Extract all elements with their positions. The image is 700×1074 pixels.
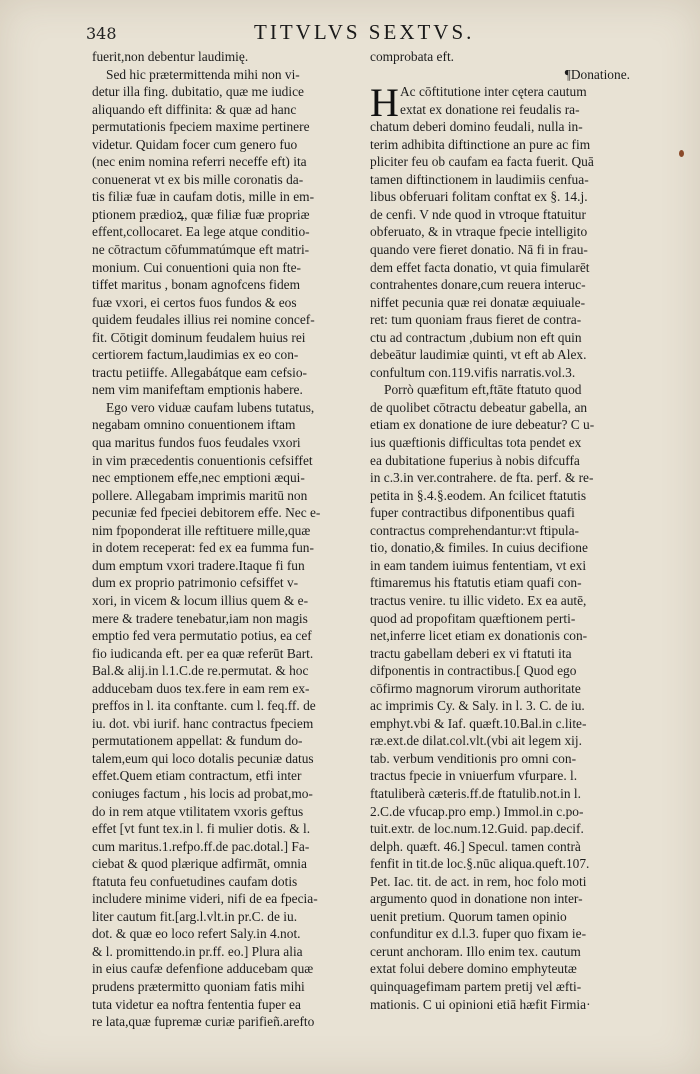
- text-line: terim adhibita diftinctione an pure ac fim: [370, 136, 591, 152]
- right-column: [370, 48, 632, 1013]
- text-line: nec emptionem effe,nec emptioni æqui-: [92, 470, 305, 486]
- page-number: 348: [86, 24, 117, 43]
- text-line: fio iudicanda eft. per ea quæ referūt Bart.: [92, 645, 314, 661]
- text-line: in eam tandem iuimus fententiam, vt exi: [370, 557, 587, 573]
- text-line: tab. verbum venditionis pro omni con-: [370, 750, 577, 766]
- text-line: niffet pecunia quæ rei donatæ æquiuale-: [370, 294, 586, 310]
- text-line: permutationis fpeciem maxime pertinere: [92, 119, 310, 135]
- text-line: detur illa fing. dubitatio, quæ me iudice: [92, 84, 304, 100]
- text-line: re lata,quæ fupremæ curiæ parifieñ.arefto: [92, 1014, 315, 1030]
- drop-cap-block: [370, 80, 632, 126]
- text-line: fuerit,non debentur laudimię.: [92, 49, 249, 64]
- text-line: adducebam duos tex.fere in eam rem ex-: [92, 680, 310, 696]
- text-line: preffos in l. ita conftante. cum l. feq.ff. de: [92, 698, 316, 714]
- text-line: libus obferuari folitam conftat ex §. 14.j.: [370, 189, 588, 205]
- text-line: nim fpoponderat ille reftituere mille,quæ: [92, 522, 311, 538]
- text-line: tis filiæ fuæ in caufam dotis, mille in em-: [92, 189, 315, 205]
- text-line: prudens prætermitto quoniam fatis mihi: [92, 978, 305, 994]
- text-line: ftimaremus his ftatutis etiam quafi con-: [370, 575, 582, 591]
- text-line: tractu petiiffe. Allegabátque eam cefsio-: [92, 364, 308, 380]
- text-line: tuit.extr. de loc.num.12.Guid. pap.decif.: [370, 821, 584, 837]
- text-line: tractus fpecie in vniuerfum vfurpare. l.: [370, 768, 578, 784]
- text-line: mere & tradere tenebatur,iam non magis: [92, 610, 308, 626]
- text-line: comprobata eft.: [370, 49, 455, 64]
- text-line: talem,eum qui loco dotalis pecuniæ datus: [92, 750, 314, 766]
- text-line: tamen diftinctionem in laudimiis cenfua-: [370, 171, 589, 187]
- text-line: tuta videtur ea noftra fententia fuper ea: [92, 996, 301, 1012]
- text-line: contrahentes donare,cum reuera interuc-: [370, 277, 586, 293]
- text-line: ftatuta feu confuetudines caufam dotis: [92, 873, 298, 889]
- text-line: net,inferre licet etiam ex donationis con-: [370, 628, 588, 644]
- text-line: do in rem atque vtilitatem vxoris geftus: [92, 803, 304, 819]
- text-line: (nec enim nomina referri neceffe eft) ita: [92, 154, 307, 170]
- text-line: tiffet maritus , bonam agnofcens fidem: [92, 277, 300, 293]
- text-line: Sed hic prætermittenda mihi non vi-: [106, 66, 300, 82]
- text-line: ræ.ext.de dilat.col.vlt.(vbi ait legem xij.: [370, 733, 582, 749]
- text-line: quinquagefimam partem pretij vel æfti-: [370, 978, 582, 994]
- running-title: TITVLVS SEXTVS.: [254, 20, 475, 44]
- text-line: fuæ vxori, ei certos fuos fundos & eos: [92, 294, 297, 310]
- text-line: delph. quæft. 46.] Specul. tamen contrà: [370, 838, 581, 854]
- text-line: cōfirmo magnorum virorum authoritate: [370, 680, 581, 696]
- text-line: videtur. Quidam focer cum genero fuo: [92, 136, 298, 152]
- text-line: qua maritus fundos fuos feudales vxori: [92, 435, 301, 451]
- text-line: nem vim manifeftam emptionis habere.: [92, 382, 303, 398]
- text-line: emptio fed vera permutatio potius, ea cef: [92, 628, 312, 644]
- text-line: difponentis in contractibus.[ Quod ego: [370, 663, 577, 679]
- text-line: xori, in vicem & locum illius quem & e-: [92, 592, 309, 608]
- text-line: quod ad propofitam quæftionem perti-: [370, 610, 576, 626]
- text-line: de quolibet cōtractu debeatur gabella, an: [370, 399, 588, 415]
- text-line: confultum con.119.vifis narratis.vol.3.: [370, 364, 576, 380]
- text-line: Pet. Iac. tit. de act. in rem, hoc folo moti: [370, 873, 587, 889]
- text-line: Bal.& alij.in l.1.C.de re.permutat. & hoc: [92, 663, 309, 679]
- text-line: ptionem prædioꝝ, quæ filiæ fuæ propriæ: [92, 206, 310, 222]
- text-line: chatum deberi domino feudali, nulla in-: [370, 119, 583, 135]
- text-line: Porrò quæfitum eft,ftāte ftatuto quod: [384, 382, 582, 398]
- text-line: in dotem receperat: fed ex ea fumma fun-: [92, 540, 314, 556]
- text-line: etiam ex donatione de iure debeatur? C u-: [370, 417, 595, 433]
- text-line: 2.C.de vfucap.pro emp.) Immol.in c.po-: [370, 803, 584, 819]
- text-line: liter cautum fit.[arg.l.vlt.in pr.C. de iu.: [92, 908, 298, 924]
- left-column: [92, 48, 354, 1031]
- text-line: tractu gabellam deberi ex vi ftatuti ita: [370, 645, 572, 661]
- text-line: includere minime videri, nifi de ea fpecia-: [92, 891, 318, 907]
- text-line: coniuges factum , his locis ad probat,mo-: [92, 785, 313, 801]
- text-line: extat ex donatione rei feudalis ra-: [400, 101, 580, 117]
- drop-cap-initial: H: [370, 80, 399, 126]
- section-heading: ¶Donatione.: [564, 66, 630, 82]
- text-line: ac imprimis Cy. & Saly. in l. 3. C. de iu.: [370, 698, 585, 714]
- text-line: argumento quod in donatione non inter-: [370, 891, 583, 907]
- text-line: quando vere fieret donatio. Nā fi in frau-: [370, 242, 588, 258]
- text-line: effet [vt funt tex.in l. fi mulier dotis. & l.: [92, 821, 311, 837]
- text-line: conuenerat vt ex bis mille coronatis da-: [92, 171, 304, 187]
- text-line: obferuato, & in vtraque fpecie intelligito: [370, 224, 588, 240]
- page-header: [86, 18, 656, 48]
- text-line: fit. Cōtigit dominum feudalem huius rei: [92, 329, 306, 345]
- text-line: contractus comprehendantur:vt ftipula-: [370, 522, 579, 538]
- text-line: ciebat & quod plærique adfirmāt, omnia: [92, 856, 307, 872]
- text-line: effent,collocaret. Ea lege atque conditio-: [92, 224, 310, 240]
- text-line: ea dubitatione fuperius à nobis difcuffa: [370, 452, 580, 468]
- text-line: quidem feudales illius rei nomine concef-: [92, 312, 315, 328]
- text-line: iu. dot. vbi iurif. hanc contractus fpeciem: [92, 715, 314, 731]
- text-line: uenit pretium. Quorum tamen opinio: [370, 908, 567, 924]
- text-line: Ego vero viduæ caufam lubens tutatus,: [106, 399, 315, 415]
- text-line: de cenfi. V nde quod in vtroque ftatuitur: [370, 206, 586, 222]
- text-line: tio, donatio,& fimiles. In cuius decifione: [370, 540, 588, 556]
- text-line: & l. promittendo.in pr.ff. eo.] Plura alia: [92, 943, 303, 959]
- text-line: confunditur ex d.l.3. fuper quo fixam ie-: [370, 926, 587, 942]
- text-line: dem effet facta donatio, vt quia fimularēt: [370, 259, 590, 275]
- text-line: petita in §.4.§.eodem. An fcilicet ftatutis: [370, 487, 587, 503]
- text-line: ctu ad contractum ,dubium non eft quin: [370, 329, 582, 345]
- text-line: ius quæftionis difficultas tota pendet ex: [370, 435, 582, 451]
- text-line: fenfit in tit.de loc.§.nūc aliqua.queft.107.: [370, 856, 590, 872]
- text-line: cerunt anchoram. Illo enim tex. cautum: [370, 943, 581, 959]
- text-line: cum maritus.1.refpo.ff.de pac.dotal.] Fa-: [92, 838, 310, 854]
- text-line: mationis. C ui opinioni etiā hæfit Firmia·: [370, 996, 591, 1012]
- ink-spot: [679, 150, 684, 157]
- text-line: permutationem appellat: & fundum do-: [92, 733, 303, 749]
- text-line: negabam omnino conuentionem iftam: [92, 417, 296, 433]
- text-line: Ac cōftitutione inter cętera cautum: [400, 84, 587, 100]
- text-line: dum emptum vxori tradere.Itaque fi fun: [92, 557, 305, 573]
- text-line: pecuniæ fed fpeciei debitorem effe. Nec e-: [92, 505, 321, 521]
- text-line: extat folui debere domino emphyteutæ: [370, 961, 577, 977]
- text-line: tractus venire. tu illic videto. Ex ea autē,: [370, 592, 587, 608]
- text-line: dum ex proprio patrimonio cefsiffet v-: [92, 575, 299, 591]
- text-line: pliciter feu ob caufam ea facta fuerit. Quā: [370, 154, 594, 170]
- text-line: effet.Quem etiam contractum, etfi inter: [92, 768, 302, 784]
- text-line: ret: tum quoniam fraus fieret de contra-: [370, 312, 582, 328]
- text-line: certiorem factum,laudimias ex eo con-: [92, 347, 299, 363]
- text-line: in c.3.in ver.contrahere. de fta. perf. & re-: [370, 470, 594, 486]
- text-line: ne cōtractum cōfummatúmque eft matri-: [92, 242, 310, 258]
- text-line: ftatuliberà cæteris.ff.de ftatulib.not.in l.: [370, 785, 581, 801]
- text-line: emphyt.vbi & Iaf. quæft.10.Bal.in c.lite-: [370, 715, 587, 731]
- text-line: in eius caufæ defenfione adducebam quæ: [92, 961, 314, 977]
- text-line: debeātur laudimiæ quinti, vt eft ab Alex.: [370, 347, 587, 363]
- right-column-body: [370, 118, 632, 1013]
- text-line: in vim præcedentis conuentionis cefsiffet: [92, 452, 313, 468]
- text-line: dot. & quæ eo loco refert Saly.in 4.not.: [92, 926, 301, 942]
- text-line: monium. Cui conuentioni quia non fte-: [92, 259, 302, 275]
- text-line: aliquando eft diffinita: & quæ ad hanc: [92, 101, 297, 117]
- text-line: fuper contractibus difponentibus quafi: [370, 505, 575, 521]
- text-line: pollere. Allegabam imprimis maritū non: [92, 487, 308, 503]
